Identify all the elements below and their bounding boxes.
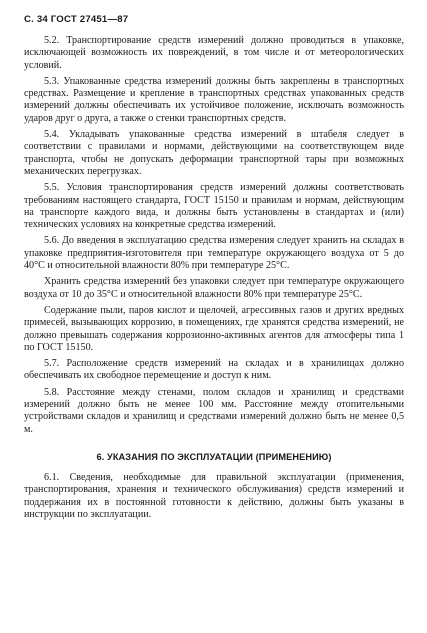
- paragraph-6-1: 6.1. Сведения, необходимые для правильной эксплуатации (применения, транспортирования, хранения и технического обслуживания) средств измерений и поддержания их в постоянной готовности к действию, должны быть указаны в инструкции по эксплуатации.: [24, 471, 404, 520]
- paragraph-5-6: 5.6. До введения в эксплуатацию средства измерения следует хранить на складах в упаковке предприятия-изготовителя при температуре окружающего воздуха от 5 до 40°С и относительной влажности 80% при температуре 25°С.: [24, 235, 404, 272]
- paragraph-5-8: 5.8. Расстояние между стенами, полом складов и хранилищ и средствами измерений должно быть не менее 100 мм. Расстояние между отопительными устройствами складов и хранилищ и средствами измерений должно быть не менее 0,5 м.: [24, 386, 404, 435]
- paragraph-5-5: 5.5. Условия транспортирования средств измерений должны соответствовать требованиям настоящего стандарта, ГОСТ 15150 и правилам и нормам, действующим на транспорте каждого вида, и должны быть установлены в стандартах и (или) технических условиях на конкретные средства измерений.: [24, 182, 404, 231]
- section-5-body: [24, 35, 404, 436]
- paragraph-5-3: 5.3. Упакованные средства измерений должны быть закреплены в транспортных средствах. Размещение и крепление в транспортных средствах упакованных средств измерений должны обеспечивать их устойчивое положение, исключать возможность ударов друг о друга, а также о стенки транспортных средств.: [24, 75, 404, 124]
- section-6-title: 6. УКАЗАНИЯ ПО ЭКСПЛУАТАЦИИ (ПРИМЕНЕНИЮ): [96, 451, 332, 462]
- paragraph-dust-content: Содержание пыли, паров кислот и щелочей, агрессивных газов и других вредных примесей, вызывающих коррозию, в помещениях, где хранятся средства измерений, не должно превышать содержания коррозионно-активных агентов для атмосферы типа 1 по ГОСТ 15150.: [24, 304, 404, 353]
- paragraph-5-2: 5.2. Транспортирование средств измерений должно проводиться в упаковке, исключающей возможность их повреждений, в том числе и от метеорологических условий.: [24, 35, 404, 71]
- paragraph-storage-unpacked: Хранить средства измерений без упаковки следует при температуре окружающего воздуха от 10 до 35°С и относительной влажности 80% при температуре 25°С.: [24, 276, 404, 300]
- paragraph-5-7: 5.7. Расположение средств измерений на складах и в хранилищах должно обеспечивать их свободное перемещение и доступ к ним.: [24, 358, 404, 382]
- section-6-body: [24, 472, 404, 521]
- page-header: С. 34 ГОСТ 27451—87: [24, 14, 129, 25]
- paragraph-5-4: 5.4. Укладывать упакованные средства измерений в штабеля следует в соответствии с правилами и нормами, действующими на соответствующем виде транспорта, чтобы не допускать деформации транспортной тары при возможных механических перегрузках.: [24, 129, 404, 177]
